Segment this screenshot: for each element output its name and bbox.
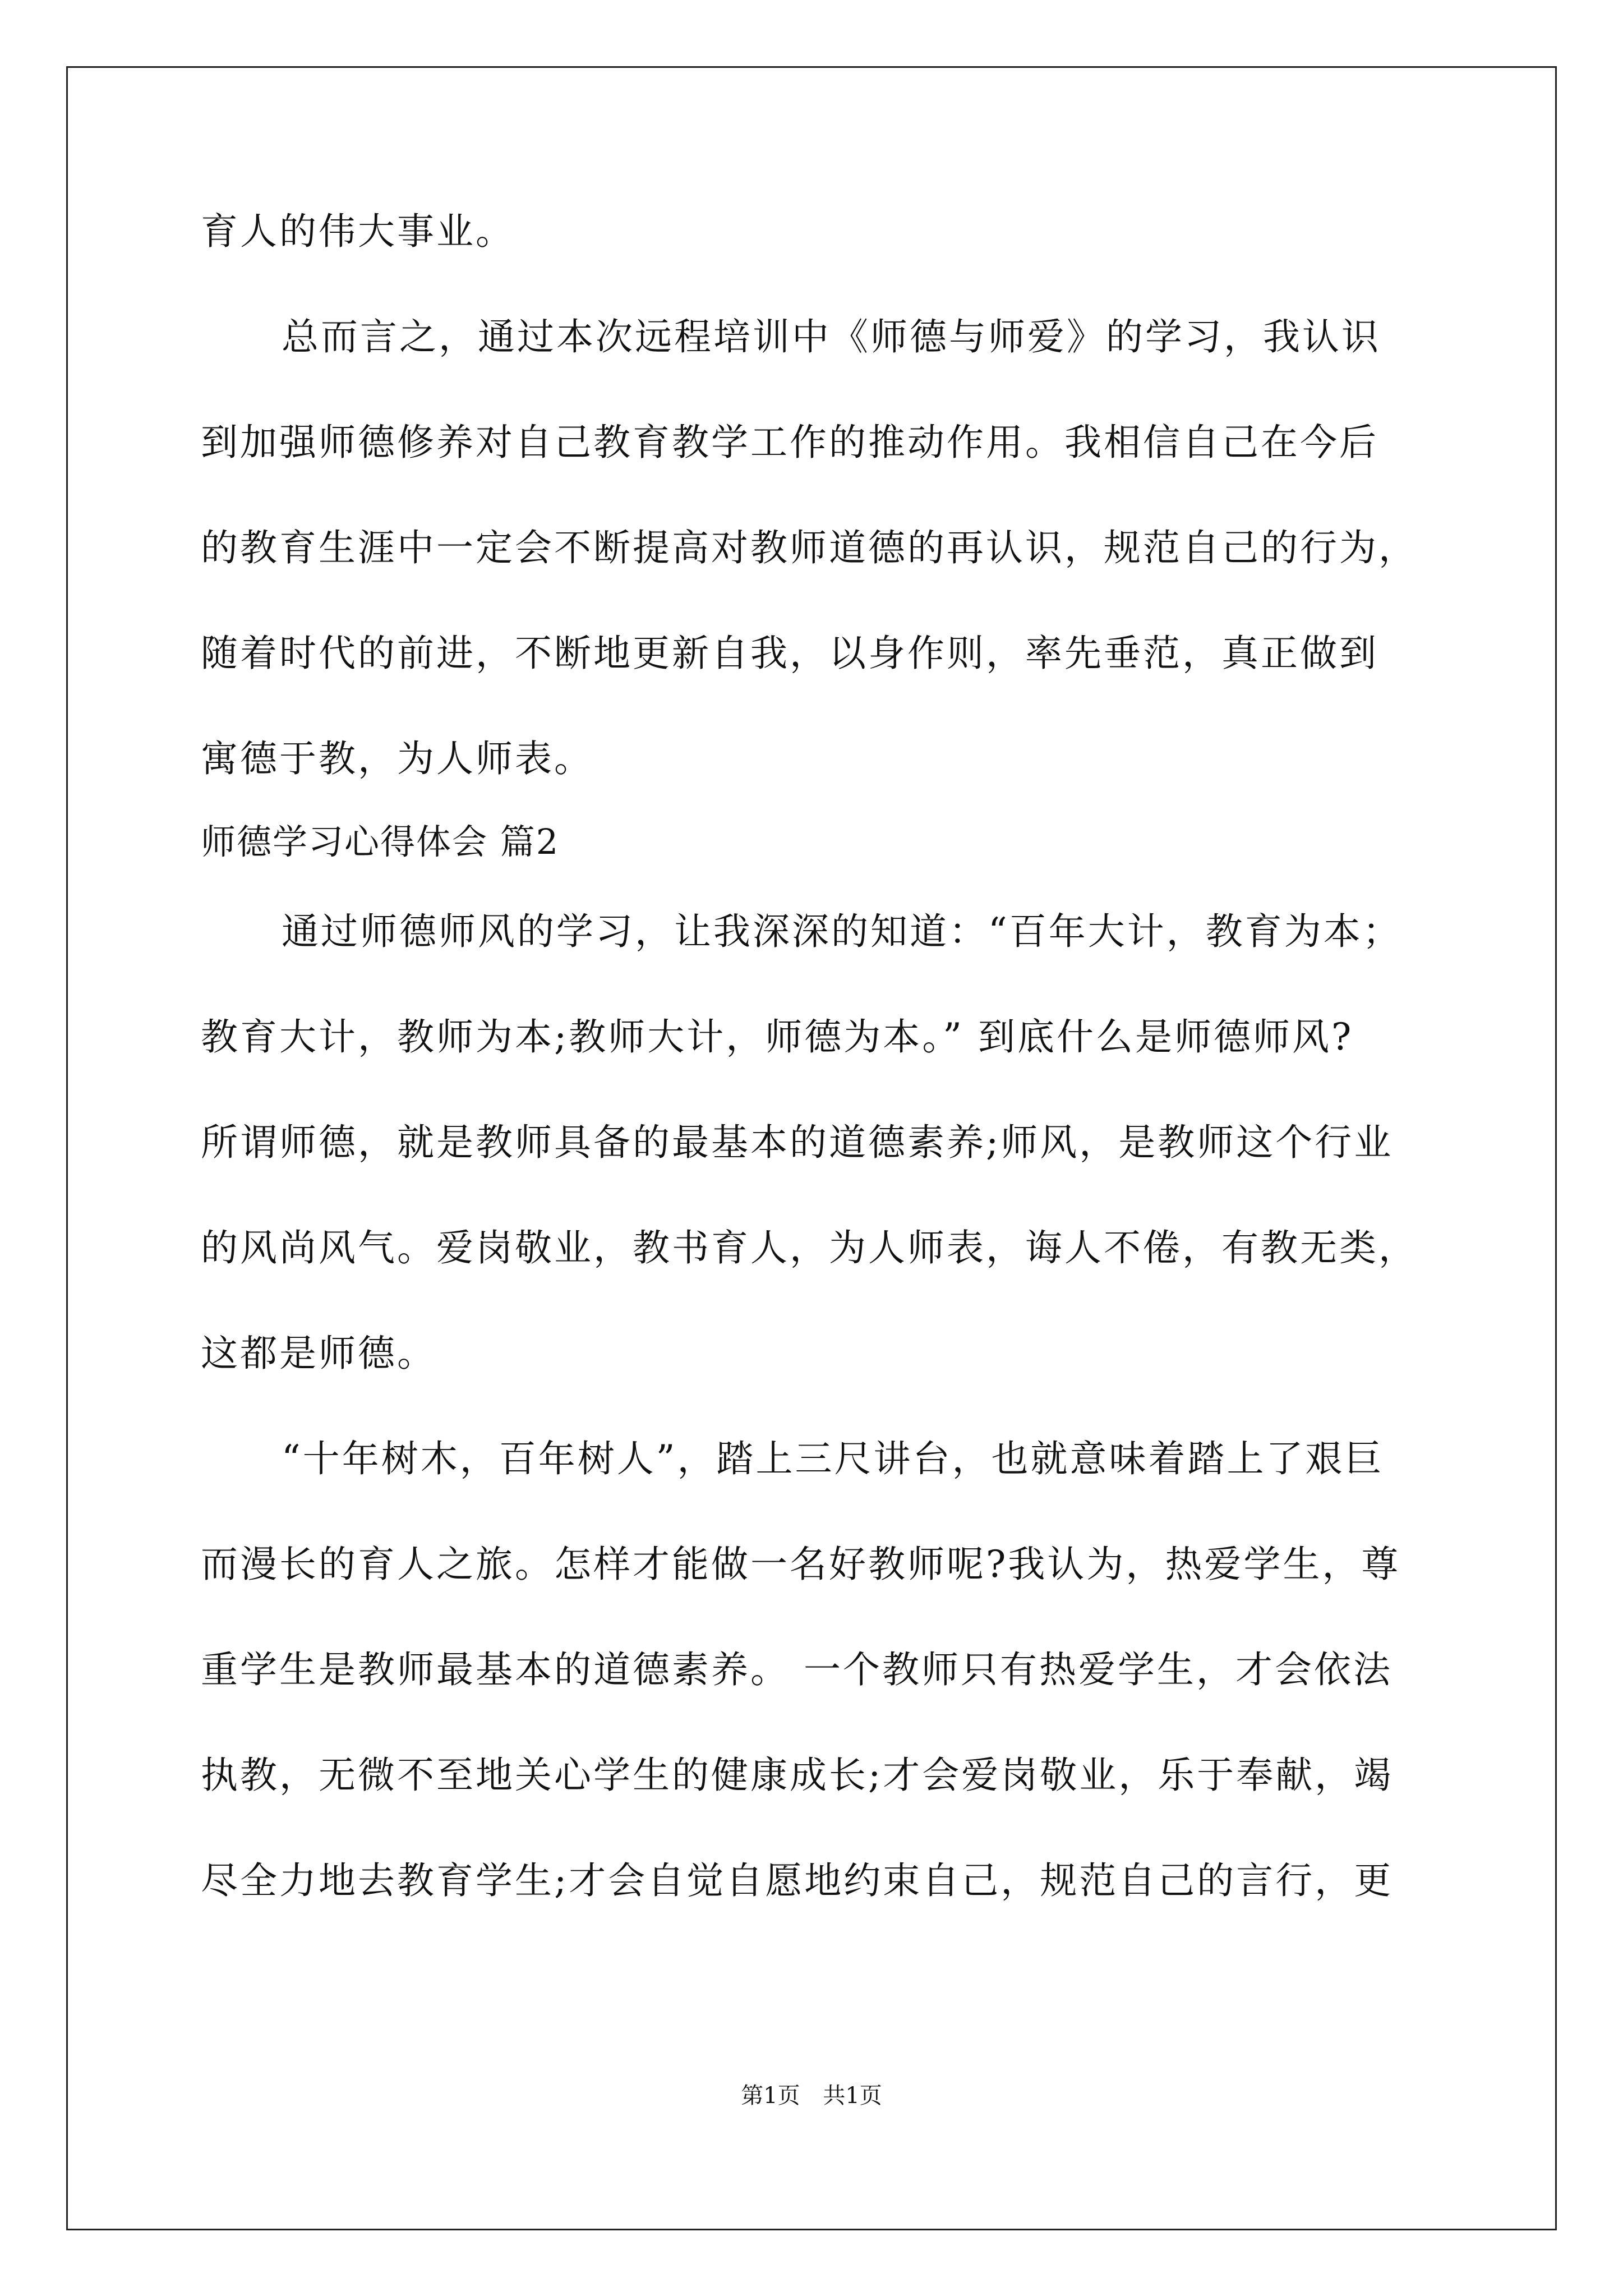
text-line: 寓德于教，为人师表。 xyxy=(201,737,593,780)
text-line: 重学生是教师最基本的道德素养。 一个教师只有热爱学生，才会依法 xyxy=(201,1648,1393,1691)
text-line: 尽全力地去教育学生;才会自觉自愿地约束自己，规范自己的言行，更 xyxy=(201,1859,1394,1902)
page-count: 共1页 xyxy=(823,2083,882,2109)
page-number: 第1页 xyxy=(741,2083,800,2109)
text-line: 教育大计，教师为本;教师大计，师德为本。” 到底什么是师德师风? xyxy=(201,1015,1354,1059)
text-line: 随着时代的前进，不断地更新自我，以身作则，率先垂范，真正做到 xyxy=(201,632,1378,675)
text-line: 执教，无微不至地关心学生的健康成长;才会爱岗敬业，乐于奉献，竭 xyxy=(201,1754,1394,1797)
paragraph xyxy=(201,1437,1435,1902)
page-footer xyxy=(0,2085,1623,2107)
document-body xyxy=(201,210,1435,1902)
text-line: 育人的伟大事业。 xyxy=(201,210,515,253)
text-line: 到加强师德修养对自己教育教学工作的推动作用。我相信自己在今后 xyxy=(201,421,1378,464)
section-heading-block xyxy=(201,821,1435,862)
text-line: 这都是师德。 xyxy=(201,1332,436,1375)
text-line: 通过师德师风的学习，让我深深的知道：“百年大计，教育为本； xyxy=(282,910,1402,953)
paragraph xyxy=(201,210,1435,253)
paragraph xyxy=(201,315,1435,780)
text-line: 所谓师德，就是教师具备的最基本的道德素养;师风，是教师这个行业 xyxy=(201,1121,1394,1164)
text-line: 总而言之，通过本次远程培训中《师德与师爱》的学习，我认识 xyxy=(282,315,1381,358)
paragraph xyxy=(201,910,1435,1375)
text-line: “十年树木，百年树人”，踏上三尺讲台，也就意味着踏上了艰巨 xyxy=(282,1437,1384,1480)
section-heading: 师德学习心得体会 篇2 xyxy=(201,821,560,862)
text-line: 的风尚风气。爱岗敬业，教书育人，为人师表，诲人不倦，有教无类， xyxy=(201,1226,1418,1269)
text-line: 而漫长的育人之旅。怎样才能做一名好教师呢?我认为，热爱学生，尊 xyxy=(201,1543,1401,1586)
text-line: 的教育生涯中一定会不断提高对教师道德的再认识，规范自己的行为， xyxy=(201,526,1418,569)
